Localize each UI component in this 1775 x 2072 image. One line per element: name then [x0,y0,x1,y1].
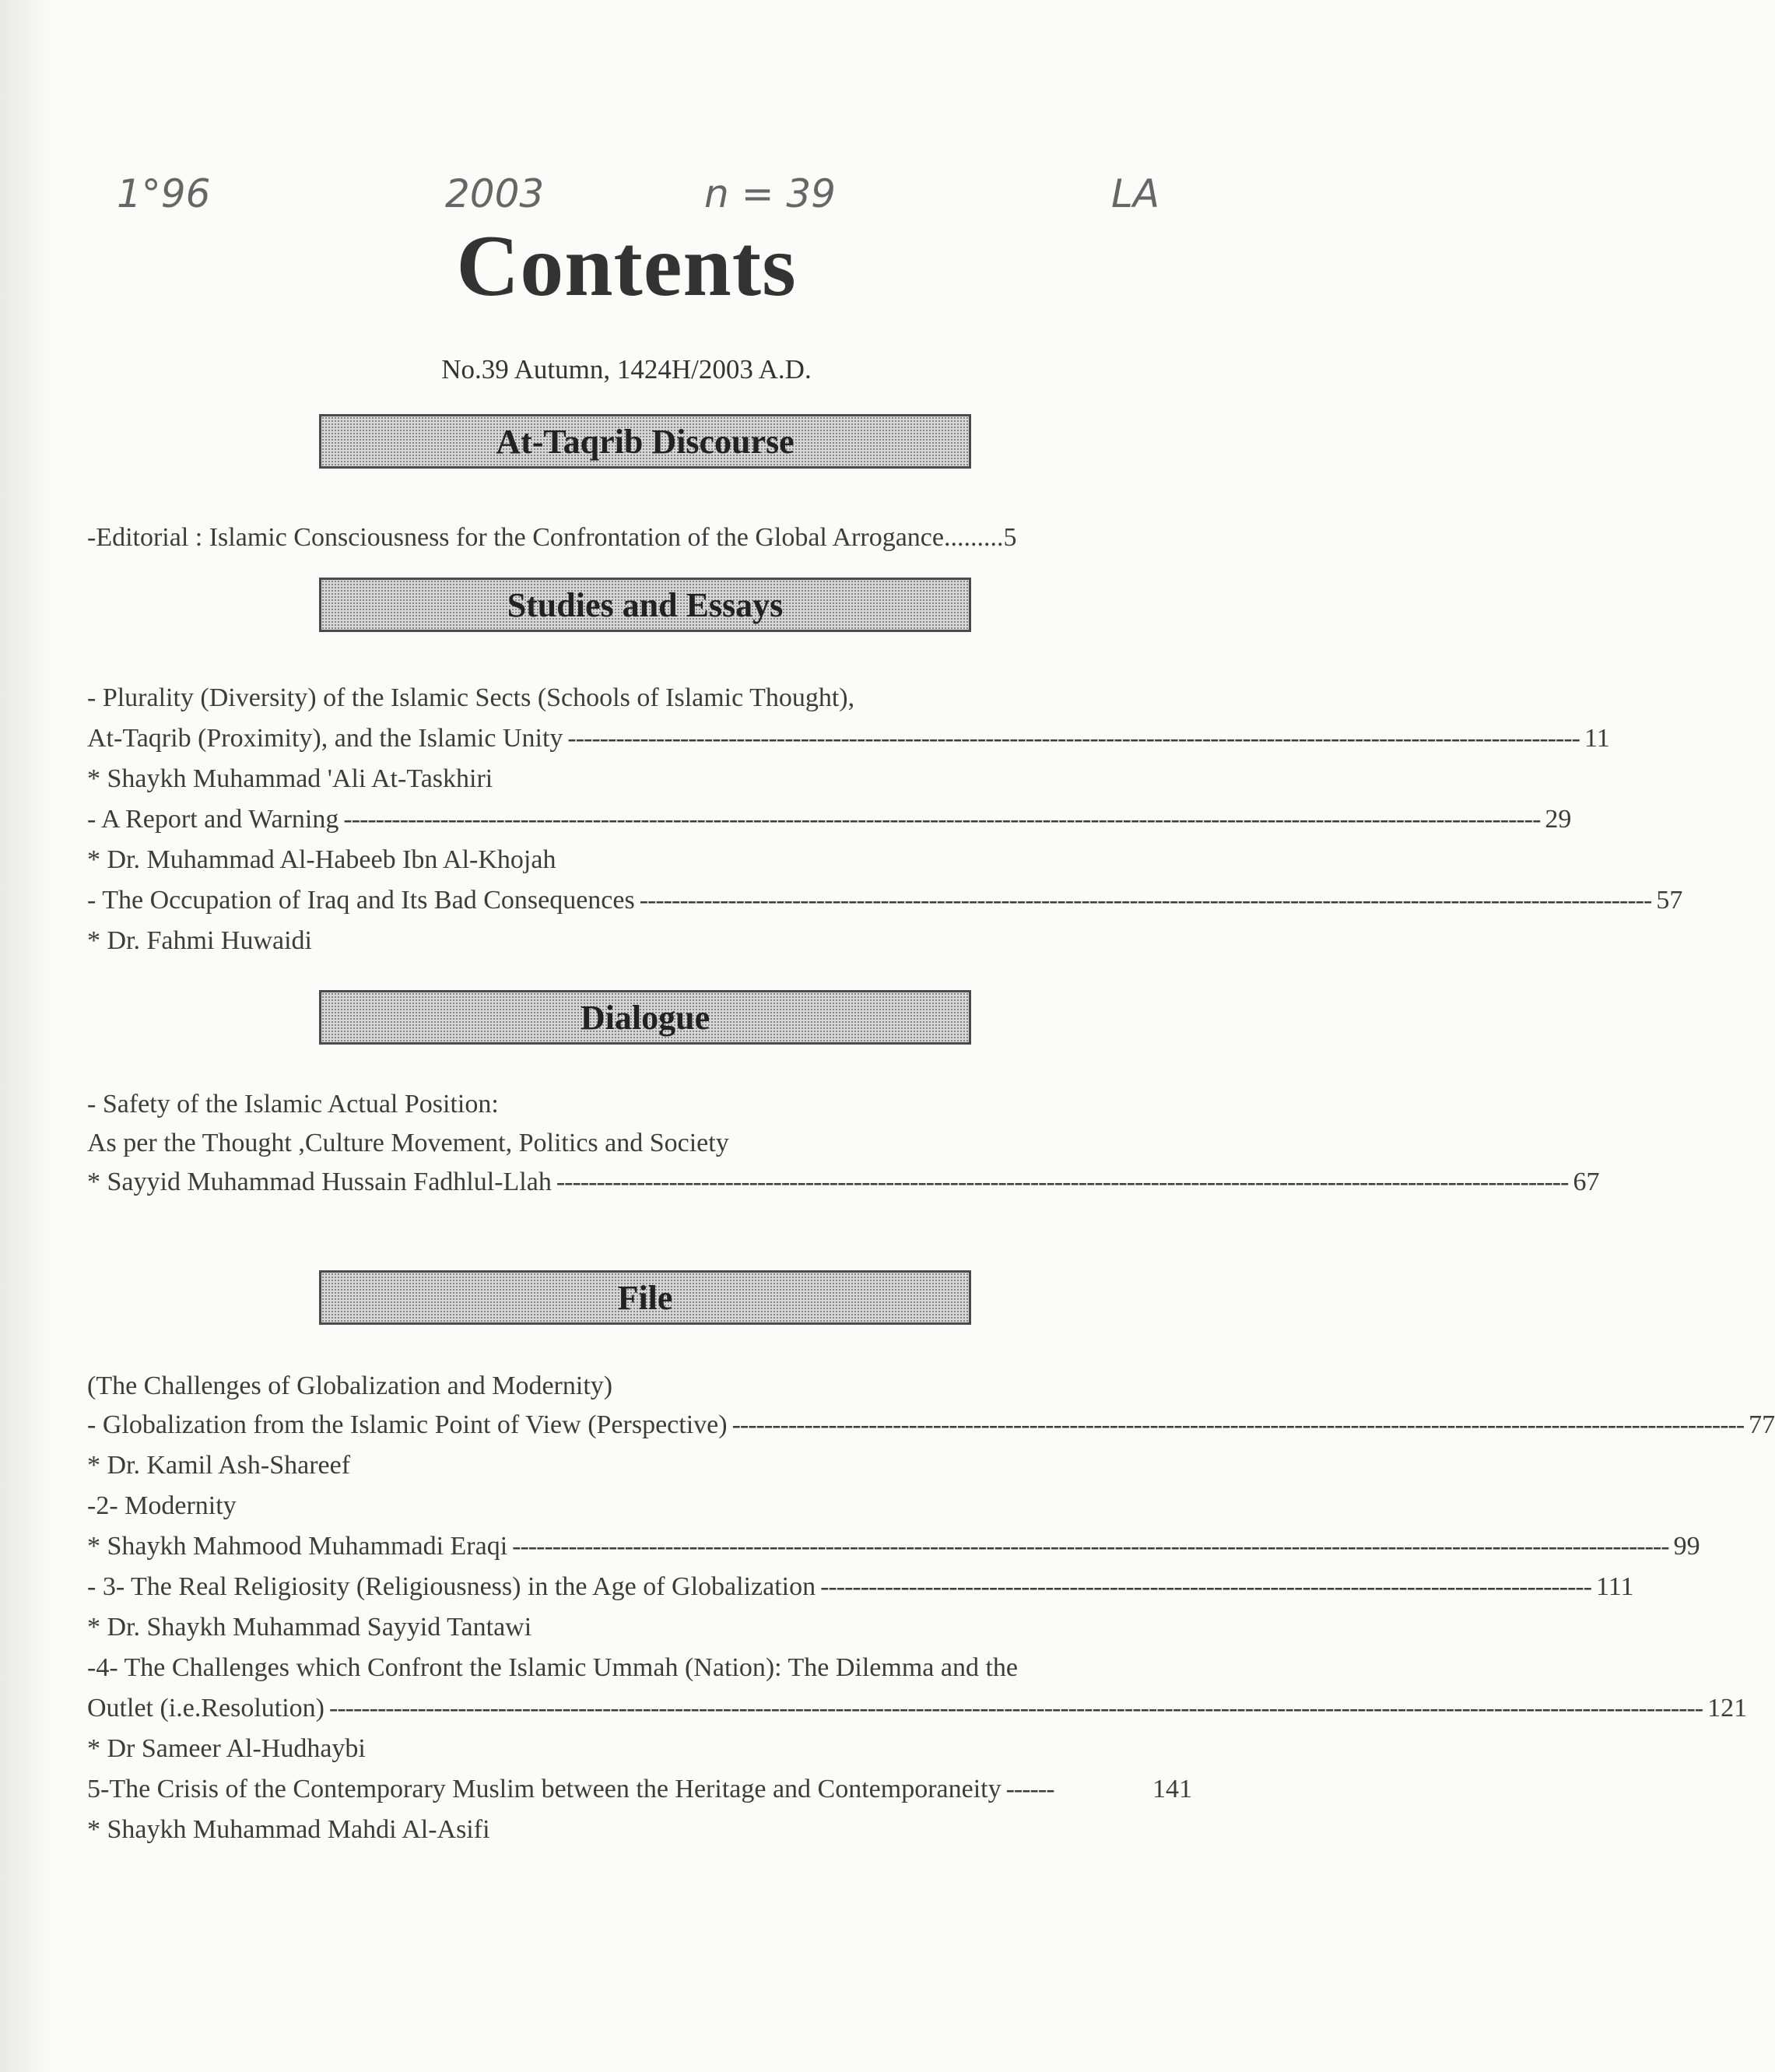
entry-text: - The Occupation of Iraq and Its Bad Consequences [87,886,635,915]
leader-dashes: ------------------------------------------------------------------------------------------------------------------------------------------------ [512,1532,1669,1561]
section-banner-dialogue: Dialogue [319,990,971,1045]
page-number: 99 [1673,1532,1700,1561]
leader-dashes: ------------------------------------------------------------------------------------------------------------------------------ [731,1410,1745,1439]
section-banner-file: File [319,1270,971,1325]
toc-entry-safety-cont[interactable] [87,1124,1192,1163]
toc-author: * Dr. Fahmi Huwaidi [87,926,312,955]
entry-text: As per the Thought ,Culture Movement, Politics and Society [87,1129,729,1157]
handwritten-note-year: 2003 [445,171,545,216]
toc-author: * Dr. Muhammad Al-Habeeb Ibn Al-Khojah [87,845,556,874]
toc-entry-plurality-cont[interactable] [87,719,1610,758]
page-number: 111 [1596,1572,1634,1601]
leader-dashes: ------------------------------------------------------------------------------------------------ [820,1572,1592,1601]
toc-entry-iraq[interactable] [87,881,1683,920]
toc-author: * Dr. Shaykh Muhammad Sayyid Tantawi [87,1613,532,1642]
toc-entry-ummah-cont[interactable] [87,1689,1748,1728]
leader-dashes: ------------------------------------------------------------------------------------------------------------------------------ [639,886,1652,915]
entry-text: 5-The Crisis of the Contemporary Muslim between the Heritage and Contemporaneity [87,1775,1002,1803]
leader-dashes: ------------------------------------------------------------------------------------------------------------------------------ [556,1168,1569,1196]
page-title: Contents [456,218,797,314]
toc-entry-report[interactable] [87,800,1572,839]
entry-text: - 3- The Real Religiosity (Religiousness) in the Age of Globalization [87,1572,816,1601]
leader-dashes: ------ [1005,1775,1054,1803]
entry-text: - A Report and Warning [87,805,339,834]
leader-dashes: ------------------------------------------------------------------------------------------------------------------------------ [567,724,1580,753]
page-number: 29 [1545,805,1572,834]
entry-text: Outlet (i.e.Resolution) [87,1694,325,1723]
entry-text: -2- Modernity [87,1491,237,1520]
toc-author-eraqi[interactable] [87,1527,1700,1566]
issue-line: No.39 Autumn, 1424H/2003 A.D. [441,354,812,385]
toc-author: * Dr. Kamil Ash-Shareef [87,1451,351,1480]
toc-entry-globalization[interactable] [87,1406,1775,1445]
toc-entry-ummah[interactable] [87,1649,1192,1687]
toc-entry-crisis[interactable] [87,1770,1192,1809]
toc-entry-religiosity[interactable] [87,1568,1634,1607]
toc-entry-plurality[interactable] [87,679,1192,718]
toc-author-fadhlullah[interactable] [87,1163,1600,1202]
entry-text: - Plurality (Diversity) of the Islamic Sects (Schools of Islamic Thought), [87,683,855,712]
page-number: 121 [1707,1694,1748,1723]
page-number: 57 [1656,886,1683,915]
toc-author: * Shaykh Muhammad Mahdi Al-Asifi [87,1815,490,1844]
page-number: 67 [1573,1168,1600,1196]
section-banner-taqrib: At-Taqrib Discourse [319,414,971,469]
entry-text: - Globalization from the Islamic Point of View (Perspective) [87,1410,728,1439]
page-number: 141 [1152,1775,1192,1803]
page-number: 77 [1749,1410,1775,1439]
toc-entry-safety[interactable] [87,1085,1192,1124]
entry-text: -Editorial : Islamic Consciousness for the Confrontation of the Global Arrogance.........5 [87,523,1017,552]
toc-author: * Shaykh Muhammad 'Ali At-Taskhiri [87,764,493,793]
leader-dashes: --------------------------------------------------------------------------------------------------------------------------------------------------------------------------- [329,1694,1703,1723]
entry-text: At-Taqrib (Proximity), and the Islamic Unity [87,724,563,753]
leader-dashes: ----------------------------------------------------------------------------------------------------------------------------------------------------- [343,805,1541,834]
toc-file-heading: (The Challenges of Globalization and Modernity) [87,1371,613,1400]
section-banner-studies: Studies and Essays [319,578,971,632]
handwritten-note-right: LA [1111,171,1160,216]
handwritten-note-issue: n = 39 [704,171,836,216]
entry-text: * Shaykh Mahmood Muhammadi Eraqi [87,1532,508,1561]
entry-text: -4- The Challenges which Confront the Islamic Ummah (Nation): The Dilemma and the [87,1653,1018,1682]
handwritten-note-left: 1°96 [117,171,211,216]
entry-text: - Safety of the Islamic Actual Position: [87,1090,499,1119]
toc-entry-editorial[interactable] [87,518,1192,557]
page-number: 11 [1584,724,1610,753]
entry-text: * Sayyid Muhammad Hussain Fadhlul-Llah [87,1168,552,1196]
toc-entry-modernity[interactable] [87,1487,1192,1526]
toc-author: * Dr Sameer Al-Hudhaybi [87,1734,366,1763]
